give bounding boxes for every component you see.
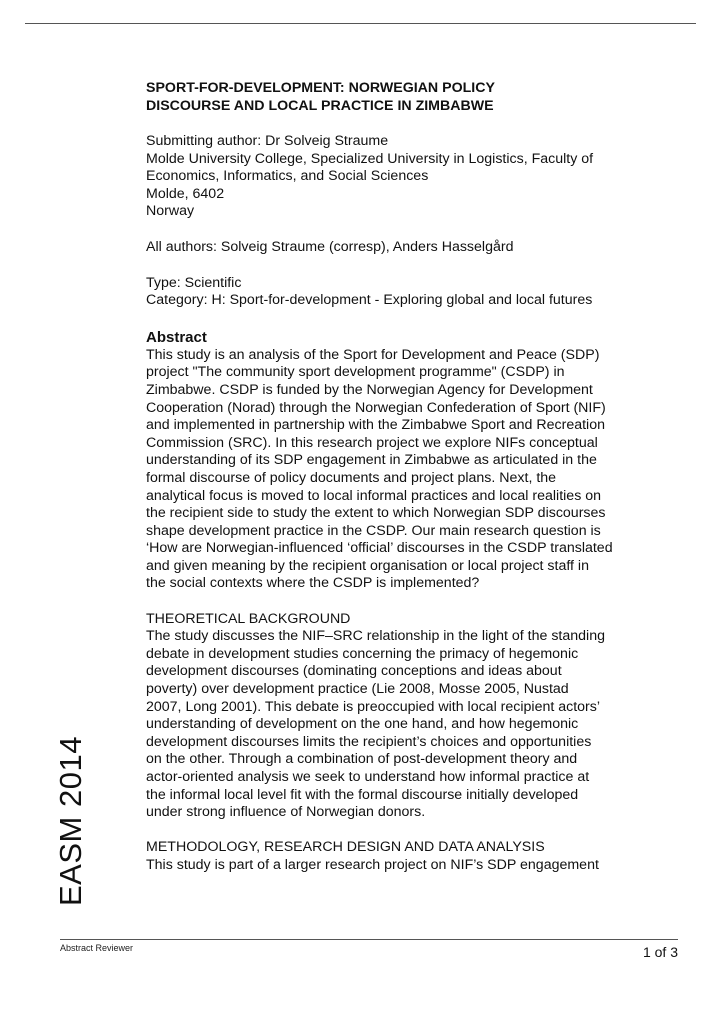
paragraph-gap (146, 822, 676, 840)
abstract-line: Cooperation (Norad) through the Norwegian Confederation of Sport (NIF) (146, 399, 606, 416)
theory-line: the informal local level fit with the formal discourse initially developed (146, 786, 579, 803)
methodology-line: This study is part of a larger research project on NIF’s SDP engagement (146, 856, 599, 873)
theory-line: The study discusses the NIF–SRC relationship in the light of the standing (146, 628, 605, 645)
abstract-line: project "The community sport development programme" (CSDP) in (146, 364, 565, 381)
abstract-line: formal discourse of policy documents and project plans. Next, the (146, 469, 557, 486)
footer-reviewer-label: Abstract Reviewer (60, 943, 134, 953)
abstract-line: shape development practice in the CSDP. Our main research question is (146, 522, 601, 539)
abstract-line: ‘How are Norwegian-influenced ‘official’ discourses in the CSDP translated (146, 540, 613, 557)
author-block (146, 133, 676, 221)
theory-line: under strong influence of Norwegian donors. (146, 804, 426, 821)
type-category (146, 275, 676, 310)
all-authors-text: All authors: Solveig Straume (corresp), Anders Hasselgård (146, 238, 514, 255)
theory-line: development discourses limits the recipient’s choices and opportunities (146, 733, 592, 750)
affiliation-line: Molde University College, Specialized University in Logistics, Faculty of (146, 150, 594, 167)
paper-title (146, 79, 676, 115)
abstract-line: analytical focus is moved to local informal practices and local realities on (146, 487, 602, 504)
section-heading: METHODOLOGY, RESEARCH DESIGN AND DATA ANALYSIS (146, 839, 545, 856)
title-line: DISCOURSE AND LOCAL PRACTICE IN ZIMBABWE (146, 98, 494, 114)
theory-line: actor-oriented analysis we seek to understand how informal practice at (146, 769, 590, 785)
category-line: Category: H: Sport-for-development - Exploring global and local futures (146, 292, 593, 309)
theory-section (146, 611, 676, 822)
header-divider (25, 23, 696, 24)
abstract-line: the recipient side to study the extent to which Norwegian SDP discourses (146, 505, 606, 522)
theory-line: poverty) over development practice (Lie 2008, Mosse 2005, Nustad (146, 681, 569, 698)
all-authors (146, 239, 676, 257)
abstract-line: Commission (SRC). In this research project we explore NIFs conceptual (146, 434, 598, 451)
page-number: 1 of 3 (642, 944, 678, 960)
title-line: SPORT-FOR-DEVELOPMENT: NORWEGIAN POLICY (146, 80, 495, 96)
theory-line: development discourses (dominating conceptions and ideas about (146, 663, 562, 680)
submitting-author: Submitting author: Dr Solveig Straume (146, 133, 389, 149)
abstract-line: Zimbabwe. CSDP is funded by the Norwegian Agency for Development (146, 381, 593, 398)
abstract-paragraph (146, 347, 676, 593)
methodology-section (146, 839, 676, 874)
theory-line: on the other. Through a combination of post-development theory and (146, 751, 578, 768)
section-heading: THEORETICAL BACKGROUND (146, 610, 351, 627)
country-line: Norway (146, 203, 195, 220)
abstract-line: and given meaning by the recipient organisation or local project staff in (146, 557, 589, 574)
abstract-line: and implemented in partnership with the Zimbabwe Sport and Recreation (146, 417, 605, 434)
theory-line: 2007, Long 2001). This debate is preoccupied with local recipient actors’ (146, 698, 601, 715)
address-line: Molde, 6402 (146, 185, 225, 202)
theory-line: debate in development studies concerning the primacy of hegemonic (146, 645, 579, 662)
document-body (146, 79, 676, 875)
theory-line: understanding of development on the one hand, and how hegemonic (146, 716, 579, 733)
abstract-heading: Abstract (146, 328, 207, 346)
abstract-line: the social contexts where the CSDP is implemented? (146, 575, 480, 592)
abstract-line: understanding of its SDP engagement in Zimbabwe as articulated in the (146, 452, 597, 469)
abstract-line: This study is an analysis of the Sport for Development and Peace (SDP) (146, 346, 600, 363)
type-line: Type: Scientific (146, 274, 242, 291)
affiliation-line: Economics, Informatics, and Social Sciences (146, 168, 429, 185)
paragraph-gap (146, 593, 676, 611)
conference-side-label: EASM 2014 (53, 736, 88, 906)
footer-divider (60, 939, 678, 940)
